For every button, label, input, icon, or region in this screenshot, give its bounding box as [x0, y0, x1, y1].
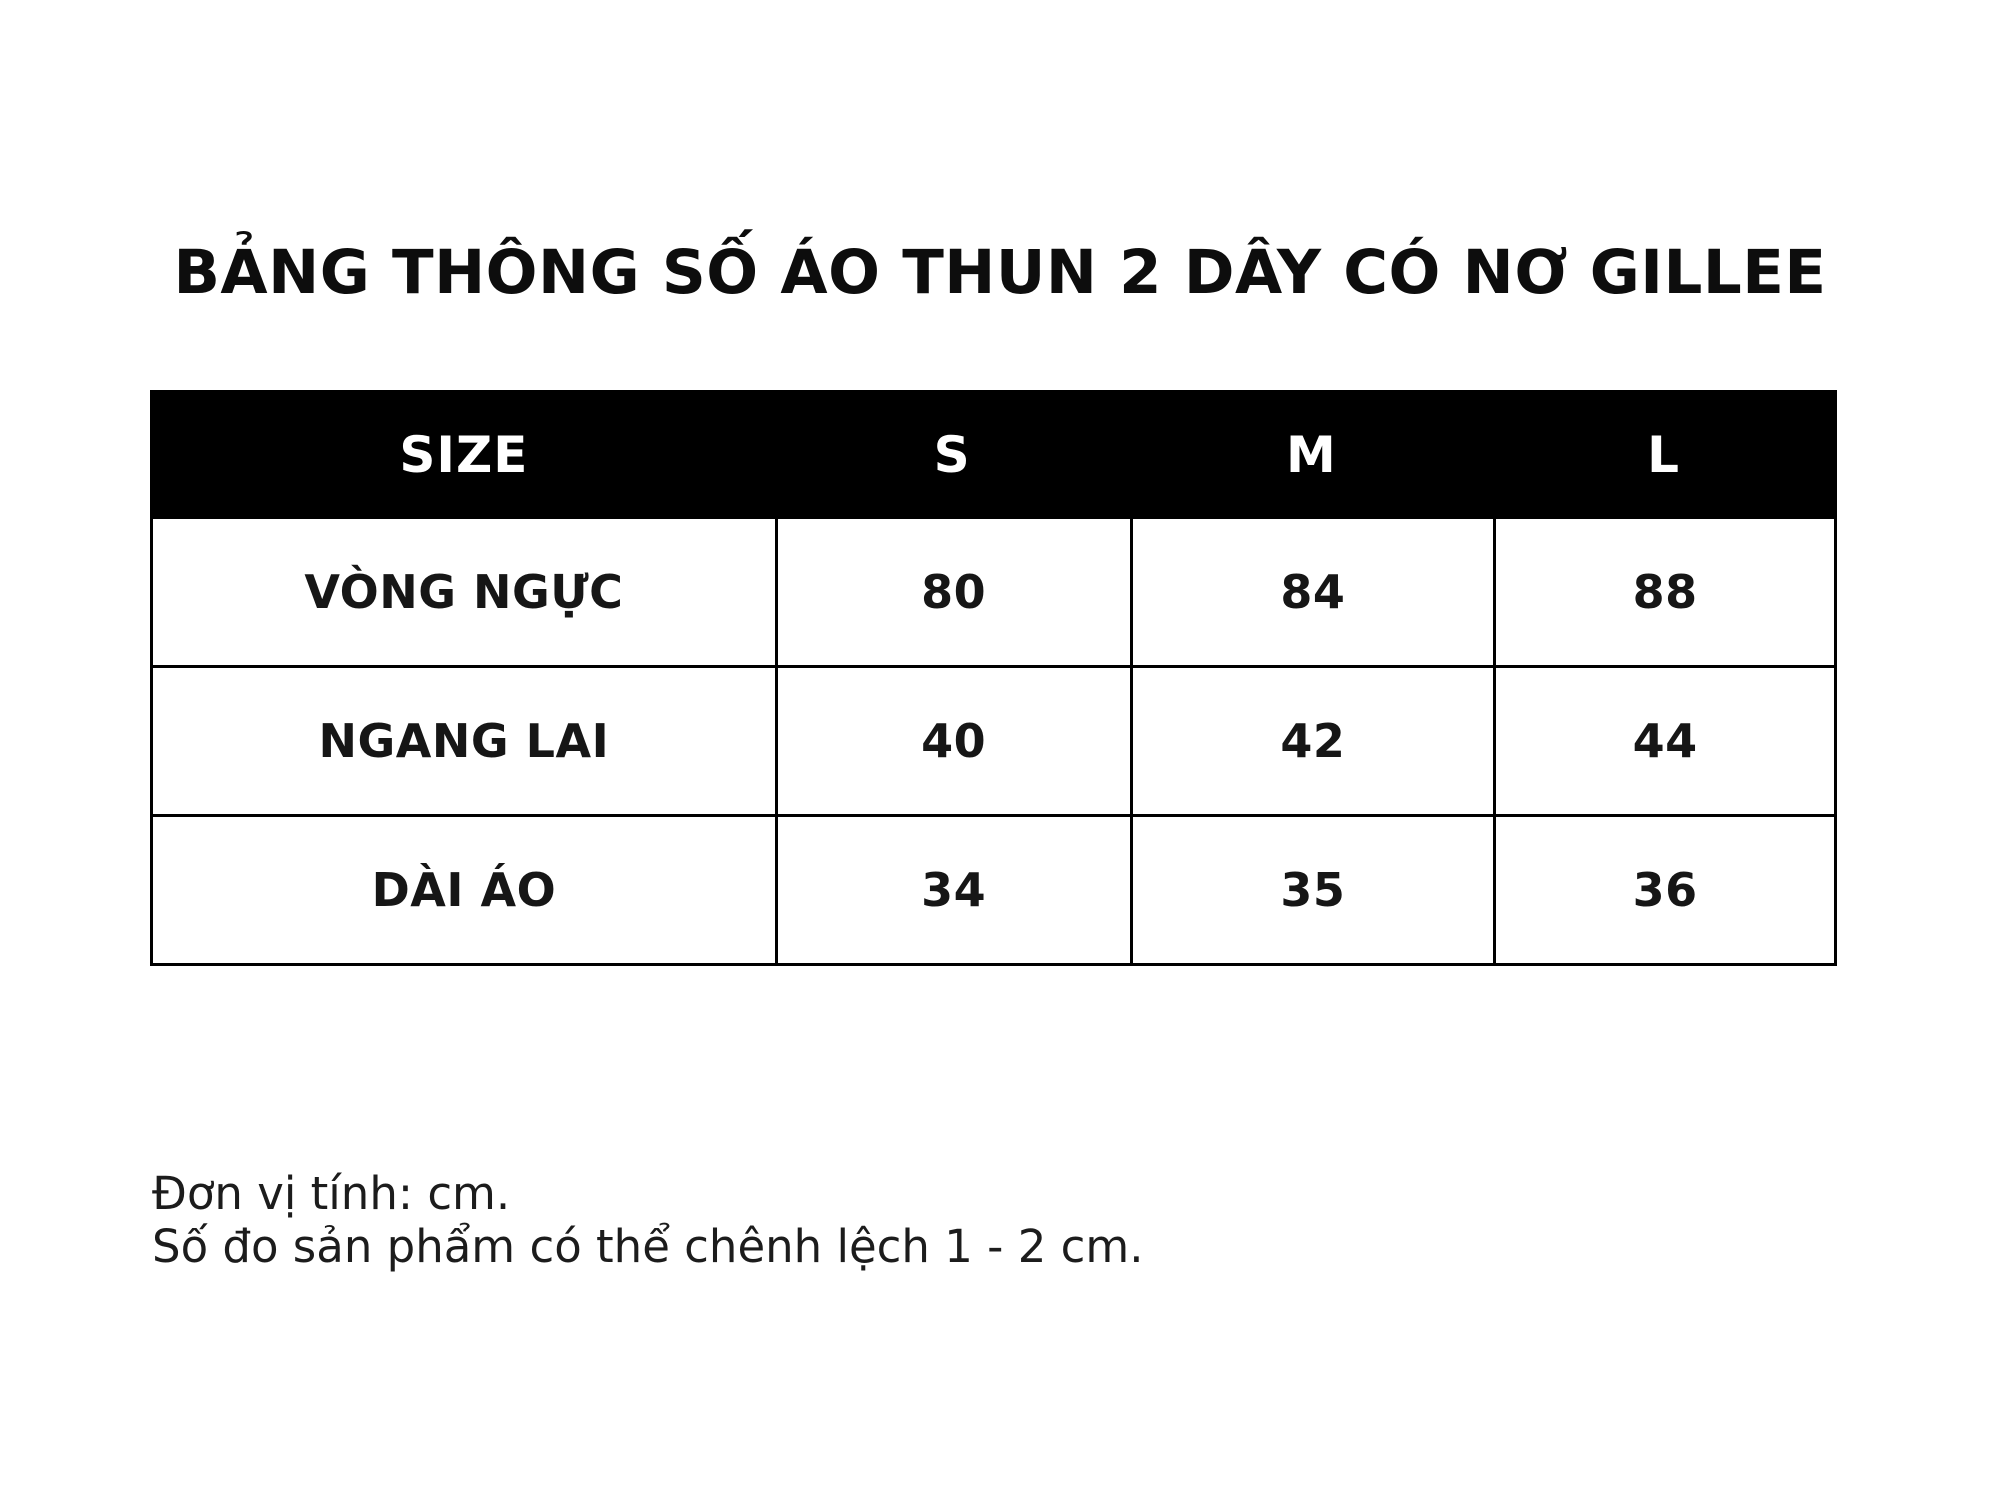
page-title: BẢNG THÔNG SỐ ÁO THUN 2 DÂY CÓ NƠ GILLEE — [173, 236, 1827, 308]
value-cell: 88 — [1493, 519, 1834, 665]
value-cell: 35 — [1130, 817, 1494, 963]
row-label: NGANG LAI — [318, 714, 610, 768]
value-cell: 36 — [1493, 817, 1834, 963]
value-cell: 44 — [1493, 668, 1834, 814]
footer-notes — [152, 1168, 1144, 1273]
value-cell: 80 — [775, 519, 1130, 665]
table-row-length — [153, 814, 1834, 963]
value-cell: 84 — [1130, 519, 1494, 665]
header-cell-s: S — [933, 425, 971, 484]
value-cell: 40 — [775, 668, 1130, 814]
header-cell-size: SIZE — [399, 425, 529, 484]
table-header-row — [153, 393, 1834, 516]
table-row-hem — [153, 665, 1834, 814]
header-cell-m: M — [1285, 425, 1337, 484]
note-unit: Đơn vị tính: cm. — [152, 1167, 511, 1220]
header-cell-l: L — [1647, 425, 1681, 484]
value-cell: 34 — [775, 817, 1130, 963]
row-label: DÀI ÁO — [371, 863, 557, 917]
row-label: VÒNG NGỰC — [304, 565, 624, 619]
value-cell: 42 — [1130, 668, 1494, 814]
table-row-chest — [153, 516, 1834, 665]
size-table — [150, 390, 1837, 966]
note-tolerance: Số đo sản phẩm có thể chênh lệch 1 - 2 cm. — [152, 1219, 1144, 1273]
